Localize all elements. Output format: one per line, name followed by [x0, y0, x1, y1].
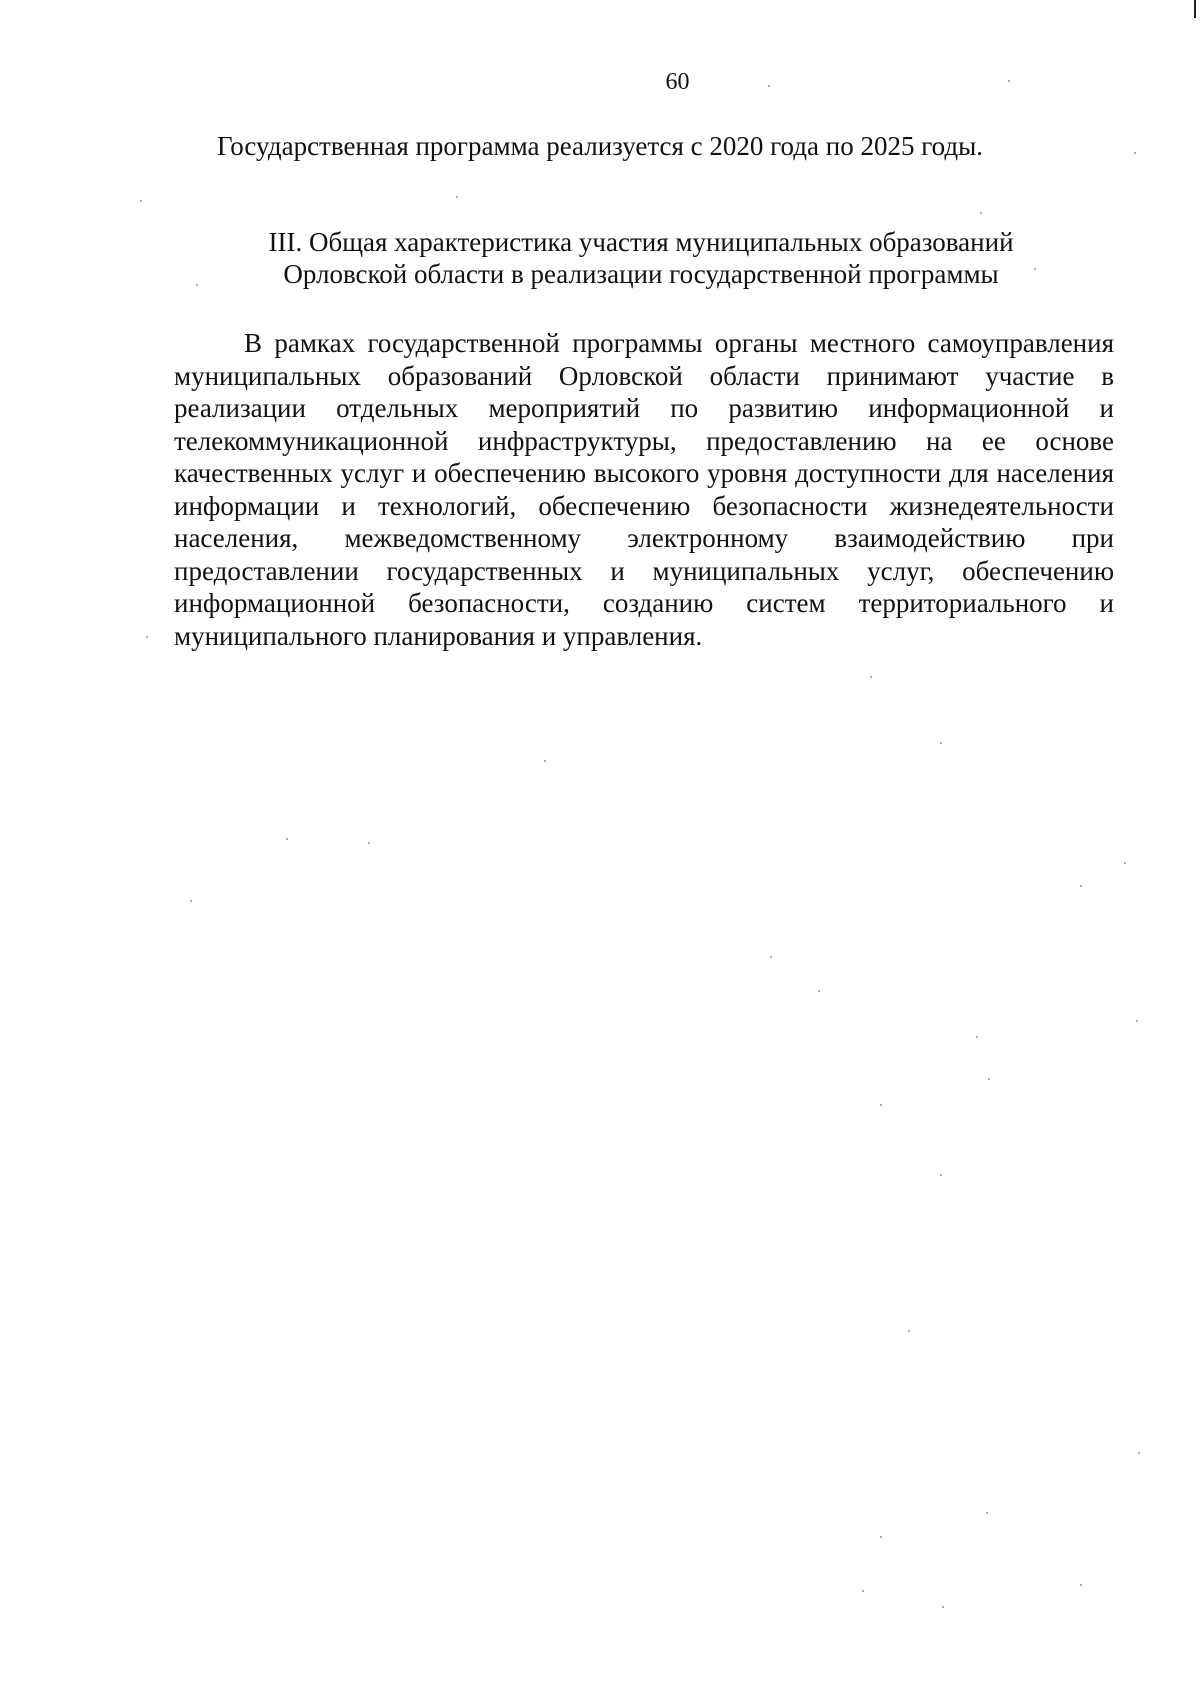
- scan-speck: [1080, 1584, 1082, 1586]
- scan-speck: [146, 636, 148, 638]
- scan-speck: [1124, 862, 1126, 864]
- scan-speck: [1080, 885, 1082, 887]
- scan-speck: [1008, 80, 1010, 82]
- scan-speck: [286, 838, 288, 840]
- scan-speck: [770, 956, 772, 958]
- section-title-line-1: III. Общая характеристика участия муниципальных образований: [268, 227, 1014, 257]
- program-period-text: Государственная программа реализуется с 2020 года по 2025 годы.: [217, 131, 983, 161]
- scan-speck: [818, 990, 820, 992]
- scan-speck: [986, 1512, 988, 1514]
- scan-speck: [768, 85, 770, 87]
- scan-speck: [980, 212, 982, 214]
- scan-speck: [988, 1078, 990, 1080]
- scan-speck: [1134, 152, 1136, 154]
- scan-speck: [140, 200, 142, 202]
- scan-edge-mark: [1194, 0, 1196, 18]
- scan-speck: [1034, 268, 1036, 270]
- scan-speck: [862, 1590, 864, 1592]
- scan-speck: [544, 760, 546, 762]
- section-title-line-2: Орловской области в реализации государственной программы: [283, 259, 999, 289]
- scan-speck: [368, 842, 370, 844]
- scan-speck: [456, 196, 458, 198]
- section-title: [0, 226, 1200, 290]
- scan-speck: [870, 676, 872, 678]
- scan-speck: [940, 742, 942, 744]
- scan-speck: [940, 1174, 942, 1176]
- scan-speck: [196, 284, 198, 286]
- scan-speck: [1138, 1452, 1140, 1454]
- scan-speck: [908, 1330, 910, 1332]
- scan-speck: [976, 1036, 978, 1038]
- scan-speck: [880, 1536, 882, 1538]
- scan-speck: [190, 900, 192, 902]
- scan-speck: [1136, 1020, 1138, 1022]
- page-number: 60: [665, 69, 690, 95]
- scan-speck: [880, 1104, 882, 1106]
- scan-speck: [942, 1606, 944, 1608]
- body-paragraph: В рамках государственной программы органы местного самоуправления муниципальных образований Орловской области принимают участие в реализации отдельных мероприятий по развитию информационной и телекоммуникационной инфраструктуры, предоставлению на ее основе качественных услуг и обеспечению высокого уровня доступности для населения информации и технологий, обеспечению безопасности жизнедеятельности населения, межведомственному электронному взаимодействию при предоставлении государственных и муниципальных услуг, обеспечению информационной безопасности, созданию систем территориального и муниципального планирования и управления.: [174, 328, 1114, 651]
